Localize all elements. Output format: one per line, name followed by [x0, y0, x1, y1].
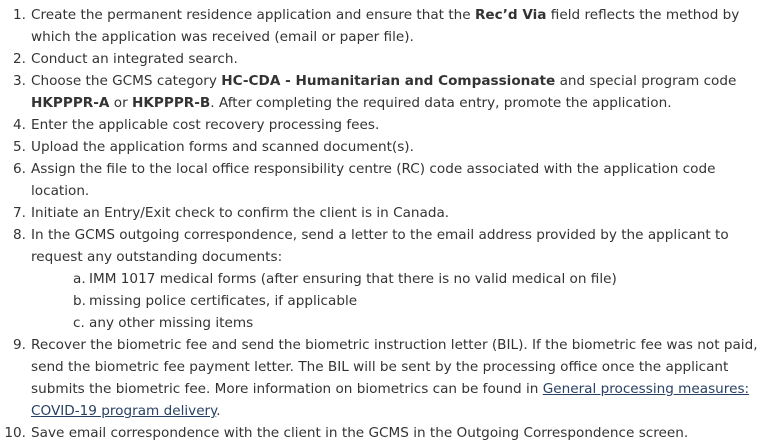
step-6 [0, 158, 768, 202]
step-4 [0, 114, 768, 136]
step-9 [0, 334, 768, 422]
step-5 [0, 136, 768, 158]
sub-item-letter: c. [73, 315, 85, 331]
step-8 [0, 224, 768, 334]
field-name-recd-via: Rec’d Via [474, 7, 547, 23]
step-text: or [109, 95, 132, 111]
step-text: and special program code [555, 73, 737, 89]
step-number: 5. [13, 139, 26, 155]
step-text: . After completing the required data entry, promote the application. [210, 95, 672, 111]
step-number: 8. [13, 227, 26, 243]
step-number: 3. [13, 73, 26, 89]
step-text: Save email correspondence with the client in the GCMS in the Outgoing Correspondence screen. [31, 425, 689, 441]
step-number: 10. [4, 425, 26, 441]
outstanding-documents-list [31, 268, 762, 334]
step-7 [0, 202, 768, 224]
sub-item-a [31, 268, 762, 290]
step-3 [0, 70, 768, 114]
sub-item-text: IMM 1017 medical forms (after ensuring that there is no valid medical on file) [89, 271, 617, 287]
program-code-b: HKPPPR-B [132, 95, 211, 111]
sub-item-text: missing police certificates, if applicable [89, 293, 358, 309]
step-number: 7. [13, 205, 26, 221]
step-text: Enter the applicable cost recovery processing fees. [31, 117, 380, 133]
step-text: Recover the biometric fee and send the biometric instruction letter (BIL). If the biometric fee was not paid, send the biometric fee payment letter. The BIL will be sent by the processing office once the applicant submits the biometric fee. More information on biometrics can be found in [31, 337, 758, 397]
step-text: field reflects the method by which the application was received (email or paper file). [31, 7, 740, 45]
step-text: Assign the file to the local office responsibility centre (RC) code associated with the application code location. [31, 161, 716, 199]
covid-program-delivery-link[interactable]: General processing measures: COVID-19 program delivery [31, 381, 750, 419]
procedure-steps-list [0, 4, 768, 444]
step-1 [0, 4, 768, 48]
step-text: Conduct an integrated search. [31, 51, 238, 67]
sub-item-letter: b. [73, 293, 86, 309]
step-number: 4. [13, 117, 26, 133]
step-number: 2. [13, 51, 26, 67]
sub-item-text: any other missing items [89, 315, 254, 331]
step-text: Upload the application forms and scanned document(s). [31, 139, 414, 155]
step-2 [0, 48, 768, 70]
sub-item-letter: a. [73, 271, 86, 287]
step-text: Choose the GCMS category [31, 73, 222, 89]
step-10 [0, 422, 768, 444]
sub-item-b [31, 290, 762, 312]
step-number: 6. [13, 161, 26, 177]
gcms-category: HC-CDA - Humanitarian and Compassionate [221, 73, 556, 89]
step-text: . [216, 403, 221, 419]
sub-item-c [31, 312, 762, 334]
program-code-a: HKPPPR-A [31, 95, 110, 111]
step-text: In the GCMS outgoing correspondence, send a letter to the email address provided by the applicant to request any outstanding documents: [31, 227, 729, 265]
step-text: Initiate an Entry/Exit check to confirm the client is in Canada. [31, 205, 450, 221]
step-number: 1. [13, 7, 26, 23]
step-text: Create the permanent residence application and ensure that the [31, 7, 475, 23]
step-number: 9. [13, 337, 26, 353]
